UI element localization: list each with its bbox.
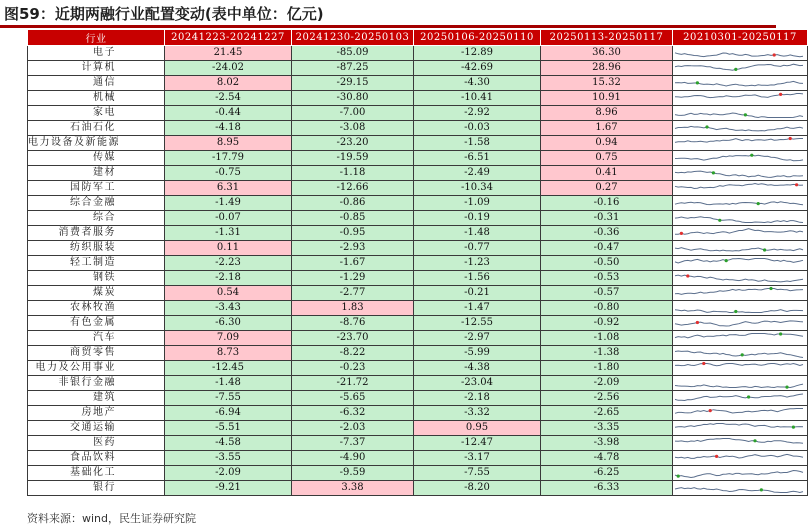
value-cell: -3.08 <box>292 121 414 136</box>
industry-name: 传媒 <box>28 151 165 166</box>
value-cell: -0.53 <box>541 271 673 286</box>
value-cell: -1.48 <box>165 376 292 391</box>
industry-name: 机械 <box>28 91 165 106</box>
sparkline-marker <box>734 310 737 313</box>
table-body <box>28 46 808 496</box>
value-cell: -0.07 <box>165 211 292 226</box>
value-cell: -42.69 <box>414 61 541 76</box>
value-cell: -6.32 <box>292 406 414 421</box>
value-cell: -8.20 <box>414 481 541 496</box>
trend-sparkline <box>673 421 808 436</box>
sparkline-marker <box>757 202 760 205</box>
value-cell: -2.49 <box>414 166 541 181</box>
value-cell: -1.67 <box>292 256 414 271</box>
value-cell: -7.55 <box>165 391 292 406</box>
value-cell: -0.03 <box>414 121 541 136</box>
sparkline-marker <box>769 287 772 290</box>
table-row <box>28 106 808 121</box>
sparkline-marker <box>795 183 798 186</box>
value-cell: -7.55 <box>414 466 541 481</box>
trend-sparkline <box>673 361 808 376</box>
value-cell: -21.72 <box>292 376 414 391</box>
industry-name: 纺织服装 <box>28 241 165 256</box>
sparkline-path <box>675 94 803 98</box>
value-cell: -30.80 <box>292 91 414 106</box>
sparkline-marker <box>744 113 747 116</box>
table-row <box>28 301 808 316</box>
table-row <box>28 361 808 376</box>
table-row <box>28 271 808 286</box>
value-cell: -7.37 <box>292 436 414 451</box>
industry-name: 基础化工 <box>28 466 165 481</box>
value-cell: -6.25 <box>541 466 673 481</box>
sparkline-marker <box>785 386 788 389</box>
value-cell: -2.18 <box>414 391 541 406</box>
industry-name: 医药 <box>28 436 165 451</box>
value-cell: -3.55 <box>165 451 292 466</box>
value-cell: 36.30 <box>541 46 673 61</box>
trend-sparkline <box>673 91 808 106</box>
value-cell: -9.21 <box>165 481 292 496</box>
value-cell: -2.65 <box>541 406 673 421</box>
value-cell: -10.41 <box>414 91 541 106</box>
value-cell: -2.03 <box>292 421 414 436</box>
value-cell: -12.47 <box>414 436 541 451</box>
sparkline-path <box>675 184 803 189</box>
value-cell: -0.57 <box>541 286 673 301</box>
sparkline-marker <box>712 171 715 174</box>
value-cell: 1.83 <box>292 301 414 316</box>
sparkline-marker <box>792 426 795 429</box>
industry-name: 国防军工 <box>28 181 165 196</box>
value-cell: -4.18 <box>165 121 292 136</box>
sparkline-path <box>675 229 803 235</box>
sparkline-marker <box>747 395 750 398</box>
sparkline-path <box>675 202 803 205</box>
trend-sparkline <box>673 136 808 151</box>
industry-name: 石油石化 <box>28 121 165 136</box>
table-row <box>28 91 808 106</box>
table-row <box>28 316 808 331</box>
value-cell: -6.51 <box>414 151 541 166</box>
value-cell: -6.33 <box>541 481 673 496</box>
industry-name: 通信 <box>28 76 165 91</box>
sparkline-marker <box>779 332 782 335</box>
table-row <box>28 136 808 151</box>
industry-name: 非银行金融 <box>28 376 165 391</box>
value-cell: -5.51 <box>165 421 292 436</box>
value-cell: -1.48 <box>414 226 541 241</box>
value-cell: -1.58 <box>414 136 541 151</box>
value-cell: 3.38 <box>292 481 414 496</box>
value-cell: -87.25 <box>292 61 414 76</box>
value-cell: -7.00 <box>292 106 414 121</box>
value-cell: 8.96 <box>541 106 673 121</box>
header-row <box>28 30 808 46</box>
value-cell: -0.47 <box>541 241 673 256</box>
value-cell: -4.58 <box>165 436 292 451</box>
value-cell: -0.19 <box>414 211 541 226</box>
value-cell: -2.93 <box>292 241 414 256</box>
table-row <box>28 76 808 91</box>
table-row <box>28 436 808 451</box>
sparkline-marker <box>705 125 708 128</box>
sparkline-marker <box>789 137 792 140</box>
value-cell: -1.23 <box>414 256 541 271</box>
table-row <box>28 211 808 226</box>
sparkline-path <box>675 275 803 282</box>
trend-sparkline <box>673 451 808 466</box>
value-cell: -2.18 <box>165 271 292 286</box>
value-cell: -0.31 <box>541 211 673 226</box>
value-cell: -4.78 <box>541 451 673 466</box>
value-cell: 10.91 <box>541 91 673 106</box>
sparkline-path <box>675 53 803 57</box>
value-cell: 0.27 <box>541 181 673 196</box>
source-note: 资料来源：wind，民生证券研究院 <box>27 512 197 525</box>
value-cell: 8.02 <box>165 76 292 91</box>
sparkline-path <box>675 384 803 387</box>
value-cell: -12.66 <box>292 181 414 196</box>
sparkline-marker <box>763 248 766 251</box>
header-week-2: 20241230-20250103 <box>292 30 414 46</box>
value-cell: -10.34 <box>414 181 541 196</box>
value-cell: -3.35 <box>541 421 673 436</box>
value-cell: -2.77 <box>292 286 414 301</box>
table-row <box>28 46 808 61</box>
sparkline-marker <box>702 362 705 365</box>
sparkline-path <box>675 424 803 428</box>
trend-sparkline <box>673 151 808 166</box>
value-cell: -3.32 <box>414 406 541 421</box>
value-cell: -85.09 <box>292 46 414 61</box>
table-row <box>28 346 808 361</box>
table-row <box>28 256 808 271</box>
value-cell: -2.92 <box>414 106 541 121</box>
value-cell: -24.02 <box>165 61 292 76</box>
industry-name: 银行 <box>28 481 165 496</box>
value-cell: -6.94 <box>165 406 292 421</box>
industry-name: 食品饮料 <box>28 451 165 466</box>
value-cell: -5.99 <box>414 346 541 361</box>
trend-sparkline <box>673 391 808 406</box>
title-rule <box>0 25 776 28</box>
trend-sparkline <box>673 211 808 226</box>
table-row <box>28 196 808 211</box>
value-cell: 0.11 <box>165 241 292 256</box>
trend-sparkline <box>673 256 808 271</box>
industry-name: 交通运输 <box>28 421 165 436</box>
value-cell: -5.65 <box>292 391 414 406</box>
sparkline-marker <box>715 455 718 458</box>
sparkline-path <box>675 454 803 458</box>
sparkline-path <box>675 139 803 143</box>
value-cell: -1.29 <box>292 271 414 286</box>
industry-name: 农林牧渔 <box>28 301 165 316</box>
sparkline-path <box>675 364 803 366</box>
value-cell: 28.96 <box>541 61 673 76</box>
sparkline-marker <box>718 219 721 222</box>
value-cell: -1.08 <box>541 331 673 346</box>
table-row <box>28 241 808 256</box>
sparkline-marker <box>760 488 763 491</box>
sparkline-path <box>675 488 803 493</box>
trend-sparkline <box>673 466 808 481</box>
trend-sparkline <box>673 406 808 421</box>
value-cell: -0.50 <box>541 256 673 271</box>
trend-sparkline <box>673 271 808 286</box>
industry-name: 煤炭 <box>28 286 165 301</box>
value-cell: -3.17 <box>414 451 541 466</box>
header-trend: 20210301-20250117 <box>673 30 808 46</box>
trend-sparkline <box>673 61 808 76</box>
sparkline-marker <box>680 232 683 235</box>
sparkline-path <box>675 351 803 358</box>
value-cell: -2.09 <box>541 376 673 391</box>
sparkline-path <box>675 321 803 326</box>
trend-sparkline <box>673 436 808 451</box>
sparkline-path <box>675 248 803 251</box>
industry-name: 轻工制造 <box>28 256 165 271</box>
value-cell: -12.45 <box>165 361 292 376</box>
sparkline-path <box>675 81 803 86</box>
value-cell: -3.43 <box>165 301 292 316</box>
value-cell: 15.32 <box>541 76 673 91</box>
value-cell: -9.59 <box>292 466 414 481</box>
table-row <box>28 166 808 181</box>
trend-sparkline <box>673 181 808 196</box>
industry-name: 汽车 <box>28 331 165 346</box>
sparkline-path <box>675 259 803 264</box>
table-row <box>28 286 808 301</box>
sparkline-path <box>675 471 803 478</box>
value-cell: -1.31 <box>165 226 292 241</box>
value-cell: -3.98 <box>541 436 673 451</box>
value-cell: -4.90 <box>292 451 414 466</box>
industry-name: 消费者服务 <box>28 226 165 241</box>
value-cell: -8.22 <box>292 346 414 361</box>
header-week-4: 20250113-20250117 <box>541 30 673 46</box>
header-industry: 行业 <box>28 30 165 46</box>
value-cell: 0.94 <box>541 136 673 151</box>
value-cell: -0.92 <box>541 316 673 331</box>
industry-name: 电子 <box>28 46 165 61</box>
trend-sparkline <box>673 106 808 121</box>
table-row <box>28 331 808 346</box>
trend-sparkline <box>673 346 808 361</box>
value-cell: -1.18 <box>292 166 414 181</box>
sparkline-marker <box>696 321 699 324</box>
value-cell: -0.80 <box>541 301 673 316</box>
value-cell: -23.70 <box>292 331 414 346</box>
value-cell: 6.31 <box>165 181 292 196</box>
trend-sparkline <box>673 196 808 211</box>
value-cell: -2.56 <box>541 391 673 406</box>
trend-sparkline <box>673 316 808 331</box>
value-cell: -0.95 <box>292 226 414 241</box>
sparkline-path <box>675 64 803 70</box>
industry-name: 钢铁 <box>28 271 165 286</box>
trend-sparkline <box>673 331 808 346</box>
value-cell: -4.30 <box>414 76 541 91</box>
sparkline-path <box>675 334 803 338</box>
sparkline-marker <box>779 93 782 96</box>
value-cell: -2.23 <box>165 256 292 271</box>
industry-name: 建筑 <box>28 391 165 406</box>
value-cell: -23.04 <box>414 376 541 391</box>
trend-sparkline <box>673 286 808 301</box>
table-row <box>28 121 808 136</box>
value-cell: 7.09 <box>165 331 292 346</box>
industry-name: 电力及公用事业 <box>28 361 165 376</box>
trend-sparkline <box>673 376 808 391</box>
sparkline-marker <box>750 154 753 157</box>
table-row <box>28 391 808 406</box>
sparkline-marker <box>734 68 737 71</box>
figure-title: 图59：近期两融行业配置变动(表中单位：亿元) <box>4 5 324 23</box>
industry-name: 房地产 <box>28 406 165 421</box>
table-row <box>28 61 808 76</box>
table-row <box>28 376 808 391</box>
value-cell: -1.09 <box>414 196 541 211</box>
value-cell: -0.23 <box>292 361 414 376</box>
value-cell: -0.16 <box>541 196 673 211</box>
value-cell: 1.67 <box>541 121 673 136</box>
value-cell: -0.44 <box>165 106 292 121</box>
value-cell: -0.21 <box>414 286 541 301</box>
sparkline-marker <box>753 439 756 442</box>
sparkline-path <box>675 126 803 130</box>
value-cell: -0.75 <box>165 166 292 181</box>
industry-name: 综合金融 <box>28 196 165 211</box>
value-cell: -8.76 <box>292 316 414 331</box>
value-cell: -2.09 <box>165 466 292 481</box>
industry-name: 计算机 <box>28 61 165 76</box>
sparkline-marker <box>741 353 744 356</box>
value-cell: -23.20 <box>292 136 414 151</box>
table-row <box>28 466 808 481</box>
value-cell: -0.36 <box>541 226 673 241</box>
value-cell: 0.95 <box>414 421 541 436</box>
sparkline-path <box>675 289 803 295</box>
sparkline-path <box>675 155 803 161</box>
trend-sparkline <box>673 226 808 241</box>
trend-sparkline <box>673 301 808 316</box>
sparkline-marker <box>677 475 680 478</box>
value-cell: -1.80 <box>541 361 673 376</box>
header-week-1: 20241223-20241227 <box>165 30 292 46</box>
industry-name: 家电 <box>28 106 165 121</box>
value-cell: -6.30 <box>165 316 292 331</box>
table-row <box>28 151 808 166</box>
value-cell: 0.75 <box>541 151 673 166</box>
trend-sparkline <box>673 121 808 136</box>
value-cell: -1.38 <box>541 346 673 361</box>
trend-sparkline <box>673 241 808 256</box>
value-cell: -2.54 <box>165 91 292 106</box>
sparkline-marker <box>725 259 728 262</box>
sparkline-marker <box>686 274 689 277</box>
trend-sparkline <box>673 481 808 496</box>
table-row <box>28 406 808 421</box>
sparkline-path <box>675 217 803 223</box>
sparkline-path <box>675 394 803 401</box>
value-cell: -0.77 <box>414 241 541 256</box>
value-cell: -1.49 <box>165 196 292 211</box>
sparkline-path <box>675 310 803 313</box>
header-week-3: 20250106-20250110 <box>414 30 541 46</box>
value-cell: 21.45 <box>165 46 292 61</box>
value-cell: -1.47 <box>414 301 541 316</box>
table-row <box>28 226 808 241</box>
value-cell: 8.95 <box>165 136 292 151</box>
value-cell: -1.56 <box>414 271 541 286</box>
industry-name: 建材 <box>28 166 165 181</box>
trend-sparkline <box>673 76 808 91</box>
value-cell: -12.55 <box>414 316 541 331</box>
sparkline-marker <box>709 409 712 412</box>
industry-name: 有色金属 <box>28 316 165 331</box>
sparkline-path <box>675 409 803 414</box>
value-cell: -17.79 <box>165 151 292 166</box>
sparkline-path <box>675 171 803 177</box>
trend-sparkline <box>673 166 808 181</box>
value-cell: 0.41 <box>541 166 673 181</box>
value-cell: -19.59 <box>292 151 414 166</box>
value-cell: 0.54 <box>165 286 292 301</box>
table-row <box>28 421 808 436</box>
value-cell: 8.73 <box>165 346 292 361</box>
value-cell: -2.97 <box>414 331 541 346</box>
value-cell: -4.38 <box>414 361 541 376</box>
value-cell: -0.85 <box>292 211 414 226</box>
sparkline-marker <box>773 53 776 56</box>
value-cell: -29.15 <box>292 76 414 91</box>
sparkline-path <box>675 439 803 444</box>
margin-allocation-table <box>27 29 808 496</box>
industry-name: 电力设备及新能源 <box>28 136 165 151</box>
industry-name: 商贸零售 <box>28 346 165 361</box>
industry-name: 综合 <box>28 211 165 226</box>
trend-sparkline <box>673 46 808 61</box>
value-cell: -12.89 <box>414 46 541 61</box>
table-row <box>28 451 808 466</box>
value-cell: -0.86 <box>292 196 414 211</box>
table-row <box>28 481 808 496</box>
table-row <box>28 181 808 196</box>
sparkline-path <box>675 113 803 118</box>
sparkline-marker <box>696 81 699 84</box>
